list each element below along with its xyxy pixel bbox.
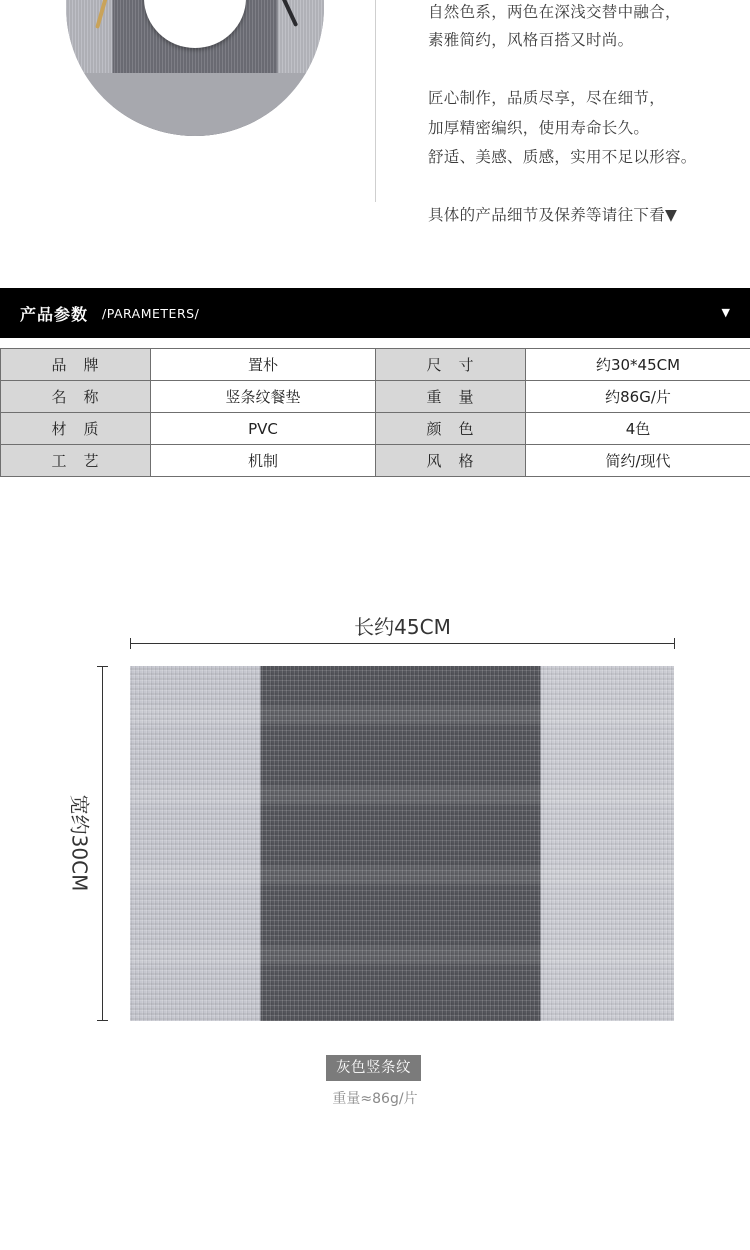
intro-line-3: 匠心制作，品质尽享，尽在细节， xyxy=(428,89,666,107)
length-line-cap-right xyxy=(674,638,675,649)
intro-line-2: 素雅简约，风格百搭又时尚。 xyxy=(428,31,634,49)
param-key-color: 颜 色 xyxy=(376,413,526,445)
table-row xyxy=(1,413,750,445)
chevron-down-icon: ▼ xyxy=(721,306,730,319)
table-surface xyxy=(66,73,324,136)
intro-line-4: 加厚精密编织，使用寿命长久。 xyxy=(428,119,650,137)
length-label: 长约45CM xyxy=(354,615,451,639)
param-value-size: 约30*45CM xyxy=(526,349,750,381)
param-key-brand: 品 牌 xyxy=(1,349,151,381)
param-key-name: 名 称 xyxy=(1,381,151,413)
table-row xyxy=(1,349,750,381)
weave-texture-horizontal xyxy=(130,666,674,1021)
param-value-style: 简约/现代 xyxy=(526,445,750,477)
param-value-weight: 约86G/片 xyxy=(526,381,750,413)
intro-line-5: 舒适、美感、质感，实用不足以形容。 xyxy=(428,148,697,166)
param-value-color: 4色 xyxy=(526,413,750,445)
param-value-name: 竖条纹餐垫 xyxy=(151,381,376,413)
width-line-cap-bottom xyxy=(97,1020,108,1021)
parameters-table xyxy=(0,348,750,477)
length-dimension-line xyxy=(130,643,675,644)
color-name-badge: 灰色竖条纹 xyxy=(326,1055,421,1081)
param-key-weight: 重 量 xyxy=(376,381,526,413)
width-dimension-line xyxy=(102,666,103,1021)
placemat-image xyxy=(130,666,674,1021)
weight-note: 重量≈86g/片 xyxy=(332,1091,418,1107)
param-key-material: 材 质 xyxy=(1,413,151,445)
param-key-size: 尺 寸 xyxy=(376,349,526,381)
param-value-brand: 置朴 xyxy=(151,349,376,381)
width-line-cap-top xyxy=(97,666,108,667)
table-row xyxy=(1,445,750,477)
parameters-subtitle: /PARAMETERS/ xyxy=(102,306,200,321)
param-key-style: 风 格 xyxy=(376,445,526,477)
vertical-divider xyxy=(375,0,376,202)
param-key-craft: 工 艺 xyxy=(1,445,151,477)
parameters-header xyxy=(0,288,750,338)
intro-line-6: 具体的产品细节及保养等请往下看▼ xyxy=(428,206,678,224)
param-value-craft: 机制 xyxy=(151,445,376,477)
intro-line-1: 自然色系，两色在深浅交替中融合， xyxy=(428,3,681,21)
parameters-title: 产品参数 xyxy=(20,305,89,324)
param-value-material: PVC xyxy=(151,413,376,445)
table-row xyxy=(1,381,750,413)
length-line-cap-left xyxy=(130,638,131,649)
product-photo-circle xyxy=(66,0,324,136)
width-label: 宽约30CM xyxy=(67,794,92,892)
